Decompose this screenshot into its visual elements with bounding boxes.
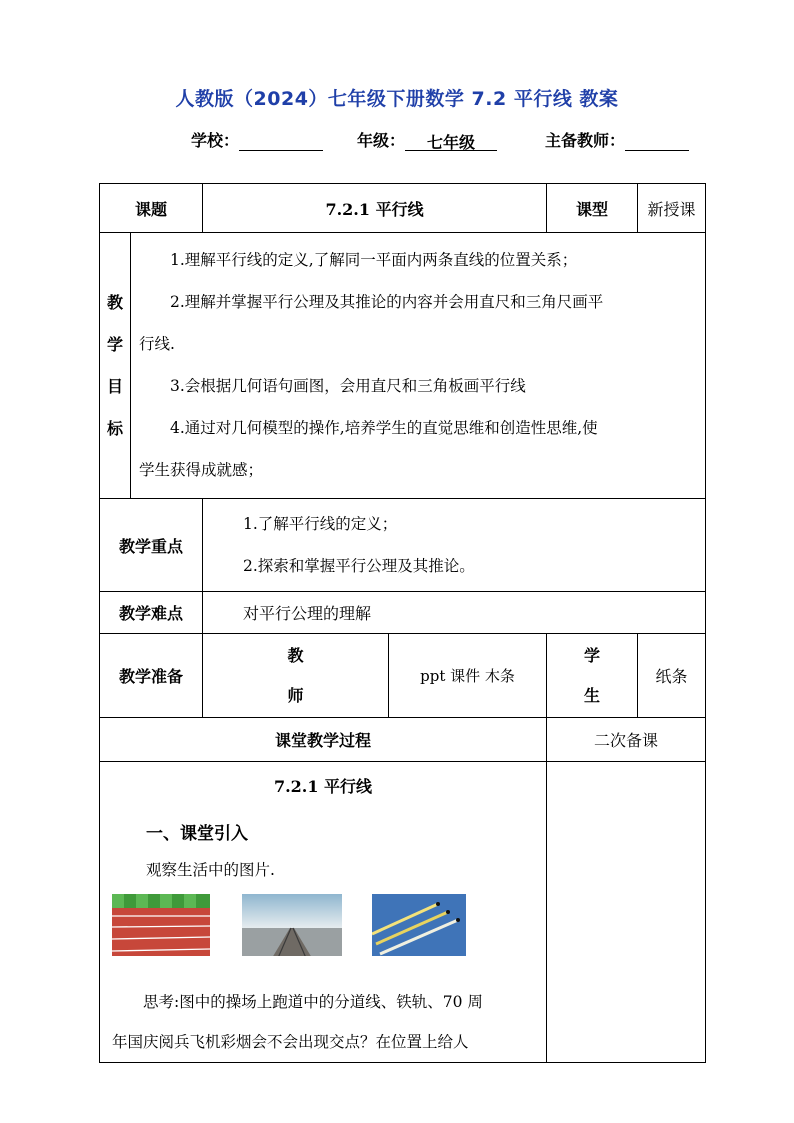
topic-value: 7.2.1 平行线 [203, 184, 547, 233]
process-row [100, 762, 706, 1063]
goals-label: 教 学 目 标 [100, 233, 131, 499]
goals-row [100, 233, 706, 499]
grade-field [357, 128, 497, 151]
prep-row [100, 634, 706, 718]
key-row [100, 499, 706, 592]
goal-item: 4.通过对几何模型的操作,培养学生的直觉思维和创造性思维,使 [170, 419, 598, 437]
prep-label: 教学准备 [100, 634, 203, 718]
process-label: 课堂教学过程 [100, 718, 547, 762]
think-text: 思考:图中的操场上跑道中的分道线、铁轨、70 周 年国庆阅兵飞机彩烟会不会出现交点？在位置上给人 [112, 993, 483, 1051]
second-label: 二次备课 [547, 718, 706, 762]
teacher-prep: ppt 课件 木条 [389, 634, 547, 718]
key-item: 1.了解平行线的定义； [243, 515, 398, 533]
student-column-label: 学 生 [547, 634, 638, 718]
difficulty-label: 教学难点 [100, 592, 203, 634]
grade-value: 七年级 [405, 130, 497, 151]
running-track-image [112, 894, 210, 956]
key-label: 教学重点 [100, 499, 203, 592]
goal-item: 学生获得成就感； [139, 461, 264, 479]
goals-content [131, 233, 706, 499]
topic-label: 课题 [100, 184, 203, 233]
observe-text: 观察生活中的图片. [146, 861, 275, 879]
lesson-plan-table [99, 183, 706, 1063]
process-content [100, 762, 547, 1063]
goal-item: 3.会根据几何语句画图，会用直尺和三角板画平行线 [170, 377, 526, 395]
document-title: 人教版（2024）七年级下册数学 7.2 平行线 教案 [175, 88, 619, 110]
goal-item: 1.理解平行线的定义,了解同一平面内两条直线的位置关系； [170, 251, 578, 269]
school-field [191, 128, 323, 151]
section-heading: 一、课堂引入 [146, 824, 248, 844]
goal-item: 2.理解并掌握平行公理及其推论的内容并会用直尺和三角尺画平 [170, 293, 604, 311]
airshow-smoke-image [372, 894, 466, 956]
school-blank [239, 130, 323, 151]
school-label: 学校： [191, 131, 240, 150]
teacher-field [545, 128, 689, 151]
difficulty-row [100, 592, 706, 634]
second-prep-content [547, 762, 706, 1063]
picture-strip [100, 894, 546, 960]
teacher-label: 主备教师： [545, 131, 626, 150]
grade-label: 年级： [357, 131, 406, 150]
difficulty-value: 对平行公理的理解 [203, 592, 706, 634]
teacher-blank [625, 130, 689, 151]
railway-track-image [242, 894, 342, 956]
key-item: 2.探索和掌握平行公理及其推论。 [243, 557, 475, 575]
student-prep: 纸条 [638, 634, 706, 718]
type-value: 新授课 [638, 184, 706, 233]
key-content [203, 499, 706, 592]
type-label: 课型 [547, 184, 638, 233]
process-header-row [100, 718, 706, 762]
goal-item: 行线. [139, 335, 175, 353]
teacher-column-label: 教 师 [203, 634, 389, 718]
topic-row [100, 184, 706, 233]
process-heading: 7.2.1 平行线 [273, 777, 373, 796]
